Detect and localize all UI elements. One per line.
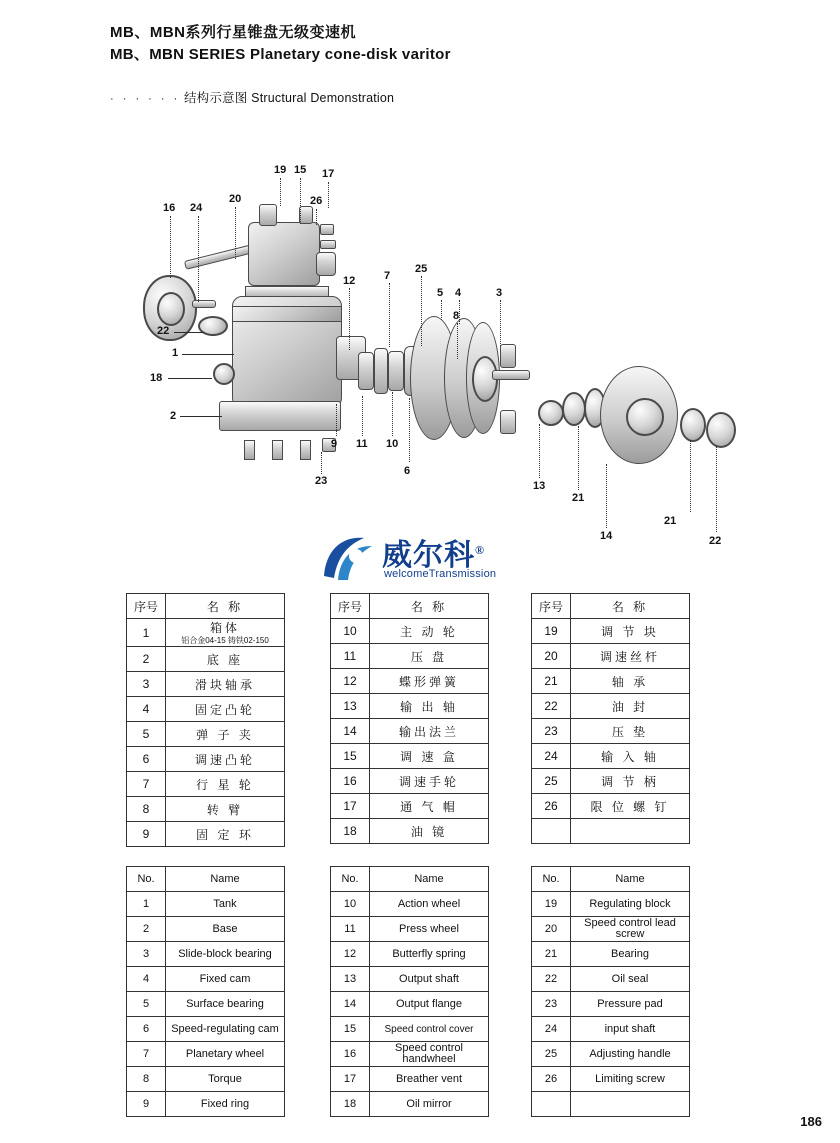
table-row [532, 967, 690, 992]
part-slide-block-bearing-2 [500, 410, 516, 434]
cell-name-text: 箱体 [209, 621, 240, 635]
cell-no: 21 [532, 669, 571, 694]
part-slide-block-bearing [500, 344, 516, 368]
part-speed-control-cover [248, 222, 320, 286]
cell-name: Output flange [370, 992, 489, 1017]
cell-name: Adjusting handle [571, 1042, 690, 1067]
table-row [532, 769, 690, 794]
part-press-wheel [374, 348, 388, 394]
table-row [532, 619, 690, 644]
cell-name: 调 节 柄 [571, 769, 690, 794]
cell-name: 调速手轮 [370, 769, 489, 794]
cell-name: 弹 子 夹 [166, 722, 285, 747]
cell-name: 行 星 轮 [166, 772, 285, 797]
callout-9: 9 [331, 438, 338, 450]
logo-tagline: welcomeTransmission [384, 568, 497, 580]
table-row [331, 769, 489, 794]
table-row [331, 794, 489, 819]
cell-no: 3 [127, 942, 166, 967]
part-bearing-right [680, 408, 706, 442]
cell-no: 19 [532, 619, 571, 644]
callout-24: 24 [190, 202, 203, 214]
cell-no: 9 [127, 822, 166, 847]
part-regulating-block [259, 204, 277, 226]
callout-4: 4 [455, 287, 462, 299]
leader-21a [578, 426, 579, 490]
cell-no: 24 [532, 744, 571, 769]
leader-23 [321, 452, 322, 474]
callout-15: 15 [294, 164, 307, 176]
cell-no: 15 [331, 744, 370, 769]
leader-22r [716, 446, 717, 532]
cell-no: 20 [532, 917, 571, 942]
cell-name: Limiting screw [571, 1067, 690, 1092]
cell-no: 20 [532, 644, 571, 669]
table-row [127, 747, 285, 772]
cell-name: Breather vent [370, 1067, 489, 1092]
cell-name: 滑块轴承 [166, 672, 285, 697]
cell-no: 17 [331, 1067, 370, 1092]
cell-no: 1 [127, 892, 166, 917]
cell-name: Tank [166, 892, 285, 917]
part-output-bearing-a [538, 400, 564, 426]
parts-table-en-1 [126, 866, 285, 1117]
col-header-name: 名 称 [370, 594, 489, 619]
cell-name: Action wheel [370, 892, 489, 917]
table-row [127, 1092, 285, 1117]
cell-no: 7 [127, 772, 166, 797]
cell-name: Regulating block [571, 892, 690, 917]
callout-22-left: 22 [157, 325, 170, 337]
cell-name: Speed control lead screw [571, 917, 690, 942]
page-number: 186 [800, 1114, 822, 1129]
cell-no: 23 [532, 719, 571, 744]
callout-21-a: 21 [572, 492, 585, 504]
col-header-no: No. [331, 867, 370, 892]
col-header-no: No. [532, 867, 571, 892]
leader-9 [336, 404, 337, 436]
cell-name: 固 定 环 [166, 822, 285, 847]
leader-11 [362, 396, 363, 436]
cell-name: 调 节 块 [571, 619, 690, 644]
table-row [331, 644, 489, 669]
cell-no: 18 [331, 1092, 370, 1117]
cell-no: 7 [127, 1042, 166, 1067]
leader-21b [690, 440, 691, 512]
cell-no: 11 [331, 644, 370, 669]
part-base-bolt-3 [300, 440, 311, 460]
leader-1 [182, 354, 234, 355]
table-row [127, 772, 285, 797]
table-row [331, 917, 489, 942]
logo-registered-mark: ® [475, 543, 485, 557]
table-row [127, 917, 285, 942]
parts-table-cn-1 [126, 593, 285, 847]
subtitle-label-cn: 结构示意图 [183, 91, 248, 105]
callout-7: 7 [384, 270, 391, 282]
table-row [127, 967, 285, 992]
parts-table-cn-3 [531, 593, 690, 844]
table-header-row [532, 594, 690, 619]
leader-4 [459, 300, 460, 324]
cell-name: 主 动 轮 [370, 619, 489, 644]
logo-swoosh-icon [320, 532, 376, 584]
leader-5 [441, 300, 442, 320]
part-handwheel-shaft [192, 300, 216, 308]
cell-no: 16 [331, 1042, 370, 1067]
cell-name: Output shaft [370, 967, 489, 992]
col-header-name: Name [571, 867, 690, 892]
cell-name: Slide-block bearing [166, 942, 285, 967]
cell-no: 8 [127, 1067, 166, 1092]
part-breather-vent [299, 206, 313, 224]
cell-name: 转 臂 [166, 797, 285, 822]
cell-name: Base [166, 917, 285, 942]
section-subtitle [110, 88, 394, 106]
callout-18: 18 [150, 372, 163, 384]
cell-name: 油 封 [571, 694, 690, 719]
exploded-view-diagram [0, 120, 840, 547]
leader-14 [606, 464, 607, 528]
col-header-name: Name [370, 867, 489, 892]
table-row [532, 892, 690, 917]
callout-10: 10 [386, 438, 399, 450]
cell-name: Speed-regulating cam [166, 1017, 285, 1042]
table-row [532, 744, 690, 769]
table-row-empty [532, 1092, 690, 1117]
cell-name: Fixed cam [166, 967, 285, 992]
cell-no: 4 [127, 697, 166, 722]
cell-name: Oil seal [571, 967, 690, 992]
cell-no: 16 [331, 769, 370, 794]
table-row [331, 992, 489, 1017]
cell-no: 8 [127, 797, 166, 822]
cell-no: 5 [127, 722, 166, 747]
cell-no: 17 [331, 794, 370, 819]
cell-name: 压 盘 [370, 644, 489, 669]
callout-20: 20 [229, 193, 242, 205]
cell-no: 10 [331, 892, 370, 917]
cell-no: 10 [331, 619, 370, 644]
parts-table-en-3 [531, 866, 690, 1117]
table-row [532, 942, 690, 967]
table-row [127, 942, 285, 967]
cell-no: 1 [127, 619, 166, 647]
cell-no: 9 [127, 1092, 166, 1117]
subtitle-dots: · · · · · · [110, 93, 181, 105]
part-oil-seal-right [706, 412, 736, 448]
table-row [127, 892, 285, 917]
table-header-row [331, 867, 489, 892]
cell-name: 调速丝杆 [571, 644, 690, 669]
part-output-flange-hub [626, 398, 664, 436]
cell-name: Pressure pad [571, 992, 690, 1017]
leader-15 [300, 178, 301, 224]
col-header-no: No. [127, 867, 166, 892]
cell-name: Speed control handwheel [370, 1042, 489, 1067]
callout-25: 25 [415, 263, 428, 275]
leader-12 [349, 288, 350, 350]
table-row [127, 647, 285, 672]
cell-name: 底 座 [166, 647, 285, 672]
leader-20 [235, 207, 236, 259]
table-row [532, 1067, 690, 1092]
cell-name: Torque [166, 1067, 285, 1092]
table-row [331, 942, 489, 967]
table-header-row [127, 867, 285, 892]
cell-name: 输 出 轴 [370, 694, 489, 719]
cell-no: 4 [127, 967, 166, 992]
callout-26: 26 [310, 195, 323, 207]
cell-name: 压 垫 [571, 719, 690, 744]
cell-name: 调速凸轮 [166, 747, 285, 772]
cell-no: 6 [127, 747, 166, 772]
part-adjust-handle [316, 252, 336, 276]
callout-16: 16 [163, 202, 176, 214]
leader-25 [421, 276, 422, 346]
leader-7 [389, 283, 390, 347]
table-row [127, 1017, 285, 1042]
leader-24-v [198, 216, 199, 302]
callout-22-right: 22 [709, 535, 722, 547]
part-base-bolt-1 [244, 440, 255, 460]
leader-18 [168, 378, 212, 379]
page-title-en: MB、MBN SERIES Planetary cone-disk varitor [110, 46, 451, 63]
cell-no: 2 [127, 647, 166, 672]
table-row [331, 744, 489, 769]
cell-name: Speed control cover [370, 1017, 489, 1042]
cell-name: 轴 承 [571, 669, 690, 694]
part-handwheel-hub [157, 292, 185, 326]
callout-6: 6 [404, 465, 411, 477]
callout-17: 17 [322, 168, 335, 180]
table-row [127, 1067, 285, 1092]
leader-8 [457, 323, 458, 359]
cell-no [532, 819, 571, 844]
cell-name: 固定凸轮 [166, 697, 285, 722]
cell-no: 12 [331, 669, 370, 694]
table-row [331, 892, 489, 917]
cell-name: 限 位 螺 钉 [571, 794, 690, 819]
callout-13: 13 [533, 480, 546, 492]
table-row [127, 619, 285, 647]
cell-no: 25 [532, 1042, 571, 1067]
cell-name: Surface bearing [166, 992, 285, 1017]
cell-no: 2 [127, 917, 166, 942]
cell-no: 26 [532, 794, 571, 819]
leader-10 [392, 392, 393, 436]
table-row [532, 917, 690, 942]
col-header-no: 序号 [331, 594, 370, 619]
part-oil-mirror [213, 363, 235, 385]
part-limit-screw [320, 224, 334, 235]
leader-3 [500, 300, 501, 346]
cell-no: 22 [532, 694, 571, 719]
callout-14: 14 [600, 530, 613, 542]
cell-no: 22 [532, 967, 571, 992]
cell-name: input shaft [571, 1017, 690, 1042]
table-row [331, 619, 489, 644]
table-header-row [127, 594, 285, 619]
cell-no: 15 [331, 1017, 370, 1042]
callout-11: 11 [356, 438, 368, 450]
leader-22-left [174, 332, 204, 333]
page-header [110, 22, 451, 66]
table-row-empty [532, 819, 690, 844]
cell-name: 调 速 盒 [370, 744, 489, 769]
cell-name: 蝶形弹簧 [370, 669, 489, 694]
cell-name [571, 819, 690, 844]
callout-5: 5 [437, 287, 444, 299]
part-oil-seal-left [198, 316, 228, 336]
cell-no: 26 [532, 1067, 571, 1092]
col-header-name: Name [166, 867, 285, 892]
callout-23: 23 [315, 475, 328, 487]
cell-name [166, 619, 285, 647]
page-title-cn: MB、MBN系列行星锥盘无级变速机 [110, 24, 356, 41]
logo-wordmark-text: 威尔科 [382, 539, 475, 572]
table-row [532, 694, 690, 719]
cell-no: 11 [331, 917, 370, 942]
cell-name: Planetary wheel [166, 1042, 285, 1067]
table-row [331, 967, 489, 992]
callout-1: 1 [172, 347, 179, 359]
table-header-row [331, 594, 489, 619]
leader-6 [409, 398, 410, 462]
part-base-bolt-2 [272, 440, 283, 460]
part-base [219, 401, 341, 431]
leader-2 [180, 416, 222, 417]
leader-17 [328, 182, 329, 208]
cell-name: Butterfly spring [370, 942, 489, 967]
table-row [127, 822, 285, 847]
cell-name: 输出法兰 [370, 719, 489, 744]
cell-no: 19 [532, 892, 571, 917]
cell-no: 24 [532, 1017, 571, 1042]
col-header-no: 序号 [532, 594, 571, 619]
part-fixed-ring [358, 352, 374, 390]
cell-name [571, 1092, 690, 1117]
cell-no: 23 [532, 992, 571, 1017]
cell-no: 3 [127, 672, 166, 697]
table-row [532, 644, 690, 669]
callout-2: 2 [170, 410, 177, 422]
part-action-wheel [388, 351, 404, 391]
cell-name: Press wheel [370, 917, 489, 942]
cell-name: Oil mirror [370, 1092, 489, 1117]
brand-logo [320, 530, 550, 590]
callout-8: 8 [453, 310, 460, 322]
table-row [532, 719, 690, 744]
cell-no: 12 [331, 942, 370, 967]
part-output-shaft-stub [492, 370, 530, 380]
cell-no: 21 [532, 942, 571, 967]
table-row [532, 1042, 690, 1067]
cell-name: Bearing [571, 942, 690, 967]
cell-no: 13 [331, 967, 370, 992]
table-row [532, 669, 690, 694]
cell-name: 油 镜 [370, 819, 489, 844]
cell-no: 13 [331, 694, 370, 719]
cell-name-sub: 铝合金04-15 铸铁02-150 [181, 636, 269, 645]
callout-21-b: 21 [664, 515, 677, 527]
table-row [331, 694, 489, 719]
col-header-name: 名 称 [571, 594, 690, 619]
subtitle-label-en: Structural Demonstration [251, 91, 395, 105]
leader-26 [316, 209, 317, 225]
table-row [127, 1042, 285, 1067]
table-header-row [532, 867, 690, 892]
callout-19: 19 [274, 164, 287, 176]
cell-name: Fixed ring [166, 1092, 285, 1117]
leader-13 [539, 424, 540, 478]
cell-name: 输 入 轴 [571, 744, 690, 769]
table-row [127, 797, 285, 822]
part-limit-screw-washer [320, 240, 336, 249]
col-header-name: 名 称 [166, 594, 285, 619]
table-row [532, 992, 690, 1017]
table-row [127, 697, 285, 722]
cell-no: 18 [331, 819, 370, 844]
callout-3: 3 [496, 287, 503, 299]
cell-no: 5 [127, 992, 166, 1017]
table-row [331, 719, 489, 744]
table-row [532, 794, 690, 819]
cell-no [532, 1092, 571, 1117]
cell-no: 6 [127, 1017, 166, 1042]
table-row [127, 722, 285, 747]
parts-table-cn-2 [330, 593, 489, 844]
table-row [331, 1067, 489, 1092]
cell-no: 25 [532, 769, 571, 794]
callout-12: 12 [343, 275, 356, 287]
cell-no: 14 [331, 719, 370, 744]
table-row [331, 1017, 489, 1042]
cell-no: 14 [331, 992, 370, 1017]
table-row [127, 672, 285, 697]
leader-19 [280, 178, 281, 206]
table-row [532, 1017, 690, 1042]
table-row [331, 1092, 489, 1117]
table-row [331, 669, 489, 694]
cell-name: 通 气 帽 [370, 794, 489, 819]
table-row [127, 992, 285, 1017]
table-row [331, 1042, 489, 1067]
col-header-no: 序号 [127, 594, 166, 619]
part-output-bearing-b [562, 392, 586, 426]
parts-table-en-2 [330, 866, 489, 1117]
part-tank-flange [232, 306, 342, 322]
leader-16-v [170, 216, 171, 278]
table-row [331, 819, 489, 844]
